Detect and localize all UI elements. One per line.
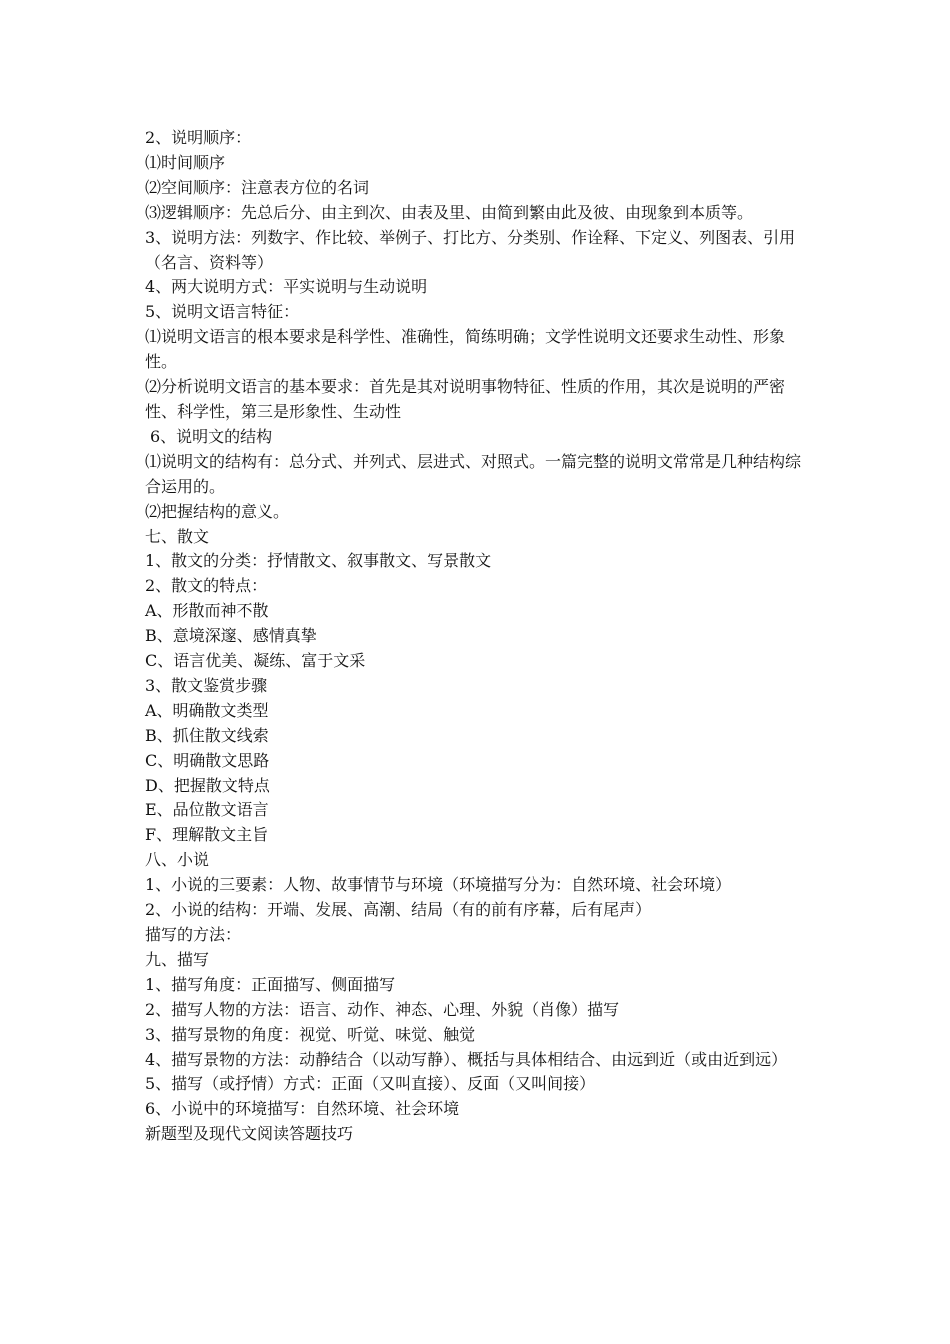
list-item-description-modes: 5、描写（或抒情）方式：正面（又叫直接）、反面（又叫间接） — [145, 1074, 596, 1094]
list-item-prose-types: 1、散文的分类：抒情散文、叙事散文、写景散文 — [145, 551, 492, 571]
heading-explanation-modes: 4、两大说明方式：平实说明与生动说明 — [145, 277, 428, 297]
list-item-novel-structure: 2、小说的结构：开端、发展、高潮、结局（有的前有序幕，后有尾声） — [145, 900, 652, 920]
list-item-description-angle: 1、描写角度：正面描写、侧面描写 — [145, 974, 396, 994]
list-item-character-methods: 2、描写人物的方法：语言、动作、神态、心理、外貌（肖像）描写 — [145, 999, 620, 1019]
list-item-structure-types: ⑴说明文的结构有：总分式、并列式、层进式、对照式。一篇完整的说明文常常是几种结构综合运用的。 — [145, 451, 802, 496]
list-item-scenery-angles: 3、描写景物的角度：视觉、听觉、味觉、触觉 — [145, 1024, 476, 1044]
list-item-feature-b: B、意境深邃、感情真挚 — [145, 626, 317, 646]
list-item-structure-meaning: ⑵把握结构的意义。 — [145, 501, 290, 521]
list-item-scenery-methods: 4、描写景物的方法：动静结合（以动写静）、概括与具体相结合、由远到近（或由近到远） — [145, 1049, 788, 1069]
list-item-novel-elements: 1、小说的三要素：人物、故事情节与环境（环境描写分为：自然环境、社会环境） — [145, 875, 732, 895]
list-item-feature-a: A、形散而神不散 — [145, 601, 269, 621]
section-heading-novel: 八、小说 — [145, 850, 210, 870]
list-item-step-c: C、明确散文思路 — [145, 750, 270, 770]
heading-structure: 6、说明文的结构 — [150, 426, 273, 446]
section-heading-prose: 七、散文 — [145, 526, 210, 546]
text-description-methods: 描写的方法： — [145, 925, 242, 944]
text-new-question-types: 新题型及现代文阅读答题技巧 — [145, 1124, 354, 1144]
list-item-feature-c: C、语言优美、凝练、富于文采 — [145, 651, 366, 671]
section-heading-description: 九、描写 — [145, 949, 210, 969]
list-item-step-f: F、理解散文主旨 — [145, 825, 269, 845]
heading-explanation-methods: 3、说明方法：列数字、作比较、举例子、打比方、分类别、作诠释、下定义、列图表、引用（名言、资料等） — [145, 227, 796, 272]
heading-language-features: 5、说明文语言特征： — [145, 302, 300, 322]
list-item-step-e: E、品位散文语言 — [145, 800, 269, 820]
list-item-appreciation-steps: 3、散文鉴赏步骤 — [145, 675, 268, 695]
list-item-space-order: ⑵空间顺序：注意表方位的名词 — [145, 177, 370, 197]
list-item-language-requirement: ⑴说明文语言的根本要求是科学性、准确性，简练明确；文学性说明文还要求生动性、形象性。 — [145, 327, 786, 372]
heading-explanation-order: 2、说明顺序： — [145, 128, 252, 147]
list-item-language-analysis: ⑵分析说明文语言的基本要求：首先是其对说明事物特征、性质的作用，其次是说明的严密性、科学性，第三是形象性、生动性 — [145, 377, 786, 421]
list-item-prose-features: 2、散文的特点： — [145, 576, 268, 596]
document-page — [145, 126, 810, 1147]
list-item-step-b: B、抓住散文线索 — [145, 725, 269, 745]
list-item-step-d: D、把握散文特点 — [145, 775, 270, 795]
list-item-logic-order: ⑶逻辑顺序：先总后分、由主到次、由表及里、由简到繁由此及彼、由现象到本质等。 — [145, 202, 754, 222]
list-item-time-order: ⑴时间顺序 — [145, 152, 226, 172]
list-item-step-a: A、明确散文类型 — [145, 700, 269, 720]
list-item-environment-description: 6、小说中的环境描写：自然环境、社会环境 — [145, 1099, 460, 1119]
